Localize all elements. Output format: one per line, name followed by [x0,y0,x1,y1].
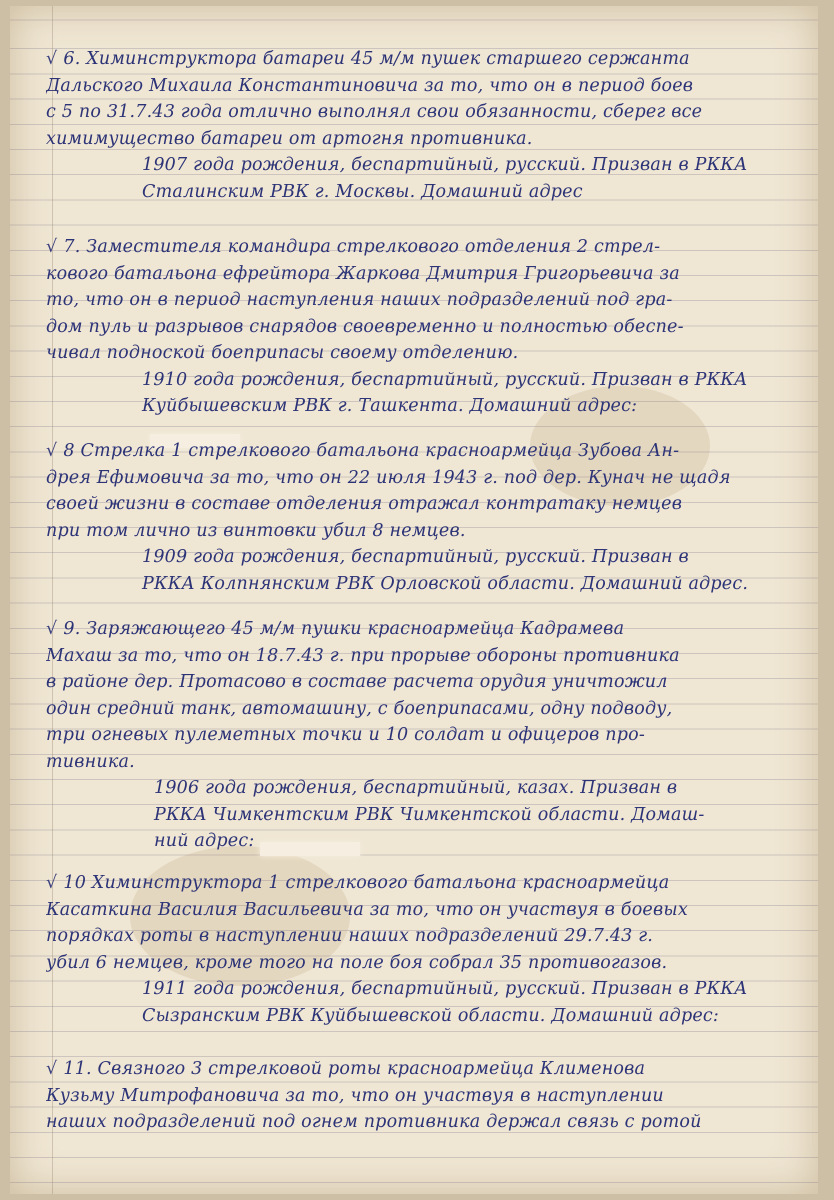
entry-line: один средний танк, автомашину, с боеприпасами, одну подводу, [46,698,673,719]
entry-line: в районе дер. Протасово в составе расчета орудия уничтожил [46,672,668,692]
bio-line: Сталинским РВК г. Москвы. Домашний адрес [142,181,583,202]
entry-text: 6. Химинструктора батареи 45 м/м пушек старшего сержанта [63,49,690,69]
entry-line: Махаш за то, что он 18.7.43 г. при прорыве обороны противника [46,645,680,666]
document-page [10,6,818,1194]
entry-line: три огневых пулеметных точки и 10 солдат и офицеров про- [46,725,645,745]
check-mark-icon: √ [46,619,58,639]
entry-line [46,438,796,465]
entry-line: чивал подноской боеприпасы своему отделению. [46,343,519,363]
check-mark-icon: √ [46,1059,58,1079]
bio-line: Куйбышевским РВК г. Ташкента. Домашний адрес: [142,396,638,416]
redaction-mark [260,842,360,856]
entry-line: убил 6 немцев, кроме того на поле боя собрал 35 противогазов. [46,952,668,973]
award-entry-6 [46,46,796,205]
entry-line: то, что он в период наступления наших подразделений под гра- [46,290,673,310]
entry-text: 11. Связного 3 стрелковой роты красноармейца Клименова [63,1059,646,1079]
entry-line: дрея Ефимовича за то, что он 22 июля 1943 г. под дер. Кунач не щадя [46,467,731,488]
entry-line: Кузьму Митрофановича за то, что он участвуя в наступлении [46,1085,664,1106]
award-entry-7 [46,234,796,420]
bio-line: ний адрес: [154,831,255,851]
check-mark-icon: √ [46,441,58,461]
award-entry-10 [46,870,796,1029]
entry-text: 9. Заряжающего 45 м/м пушки красноармейца Кадрамева [63,619,625,639]
entry-line [46,1056,796,1083]
entry-line: с 5 по 31.7.43 года отлично выполнял свои обязанности, сберег все [46,102,703,122]
entry-line [46,234,796,261]
entry-line: порядках роты в наступлении наших подразделений 29.7.43 г. [46,926,654,946]
bio-line: 1906 года рождения, беспартийный, казах. Призван в [154,778,678,798]
award-entry-8 [46,438,796,597]
bio-line: 1909 года рождения, беспартийный, русский. Призван в [142,547,689,567]
entry-line: своей жизни в составе отделения отражал контратаку немцев [46,494,683,514]
bio-line: 1910 года рождения, беспартийный, русский. Призван в РККА [142,369,748,390]
entry-line: Дальского Михаила Константиновича за то, что он в период боев [46,75,694,96]
entry-line: дом пуль и разрывов снарядов своевременно и полностью обеспе- [46,316,684,337]
check-mark-icon: √ [46,237,58,257]
entry-text: 8 Стрелка 1 стрелкового батальона красноармейца Зубова Ан- [63,441,680,461]
award-entry-11 [46,1056,796,1136]
bio-line: РККА Чимкентским РВК Чимкентской области. Домаш- [154,804,705,825]
entry-line [46,616,796,643]
bio-line: 1911 года рождения, беспартийный, русский. Призван в РККА [142,979,748,999]
check-mark-icon: √ [46,49,58,69]
entry-line: Касаткина Василия Васильевича за то, что он участвуя в боевых [46,899,688,920]
award-entry-9 [46,616,796,855]
entry-line [46,870,796,897]
entry-line: химимущество батареи от артогня противника. [46,128,533,149]
entry-text: 7. Заместителя командира стрелкового отделения 2 стрел- [63,237,661,257]
bio-line: 1907 года рождения, беспартийный, русский. Призван в РККА [142,155,748,175]
check-mark-icon: √ [46,873,58,893]
entry-line: при том лично из винтовки убил 8 немцев. [46,520,466,541]
bio-line: Сызранским РВК Куйбышевской области. Домашний адрес: [142,1005,720,1026]
entry-line: кового батальона ефрейтора Жаркова Дмитрия Григорьевича за [46,263,680,284]
bio-line: РККА Колпнянским РВК Орловской области. Домашний адрес. [142,573,749,594]
entry-text: 10 Химинструктора 1 стрелкового батальона красноармейца [63,873,670,893]
entry-line [46,46,796,73]
entry-line: наших подразделений под огнем противника держал связь с ротой [46,1112,702,1132]
entry-line: тивника. [46,751,135,772]
